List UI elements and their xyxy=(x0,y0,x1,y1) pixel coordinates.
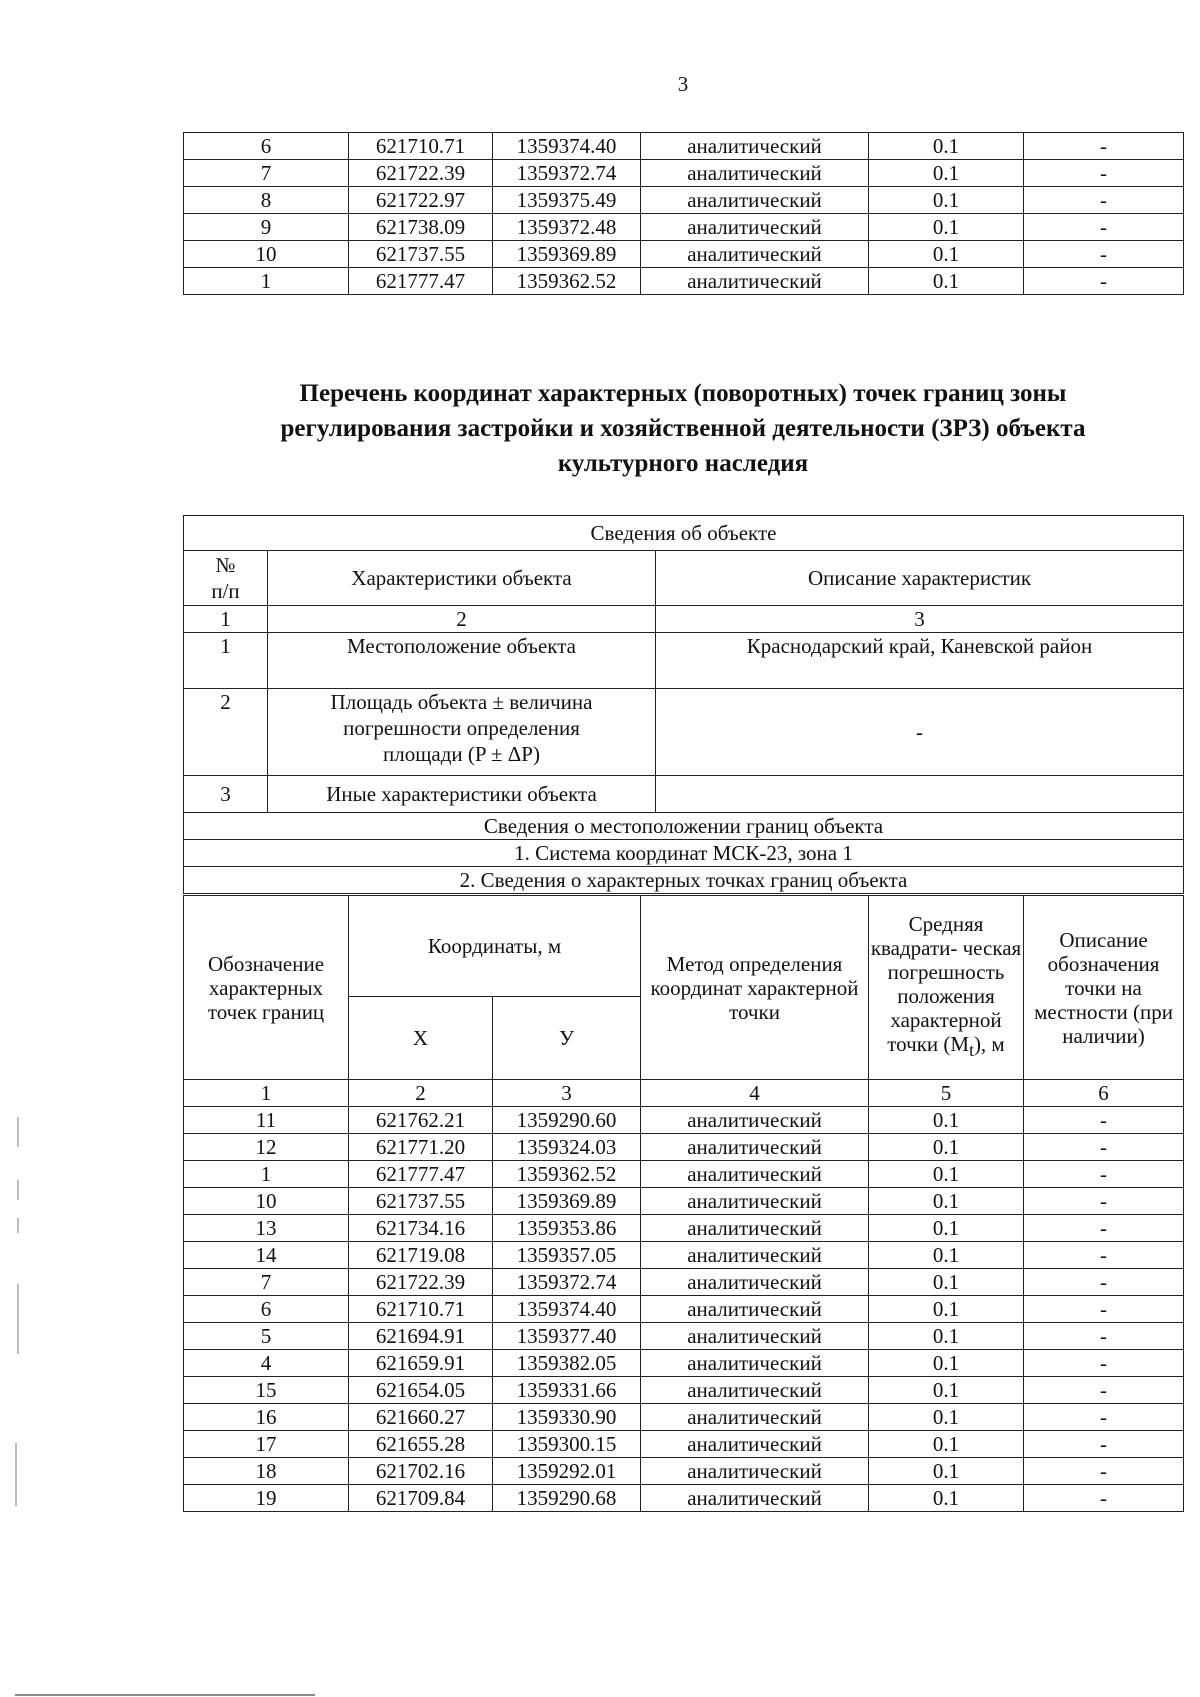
coord-y: 1359382.05 xyxy=(493,1350,641,1377)
numbering-cell: 1 xyxy=(184,1080,349,1107)
coord-y: 1359372.48 xyxy=(493,214,641,241)
description: - xyxy=(1024,1269,1184,1296)
method: аналитический xyxy=(641,1188,869,1215)
table-row xyxy=(184,1323,1184,1350)
scan-artifact xyxy=(17,1117,19,1147)
coord-x: 621762.21 xyxy=(349,1107,493,1134)
description: - xyxy=(1024,1458,1184,1485)
method: аналитический xyxy=(641,1485,869,1512)
error: 0.1 xyxy=(869,1485,1024,1512)
method: аналитический xyxy=(641,1404,869,1431)
point-number: 19 xyxy=(184,1485,349,1512)
method: аналитический xyxy=(641,1242,869,1269)
header-number-line1: № xyxy=(215,553,236,577)
method: аналитический xyxy=(641,1296,869,1323)
row-number: 1 xyxy=(184,633,268,689)
header-coordinates: Координаты, м xyxy=(349,896,641,997)
table-row xyxy=(184,214,1184,241)
method: аналитический xyxy=(641,187,869,214)
table-row xyxy=(184,1350,1184,1377)
error: 0.1 xyxy=(869,1431,1024,1458)
point-number: 10 xyxy=(184,1188,349,1215)
coord-y: 1359372.74 xyxy=(493,160,641,187)
row-value: Краснодарский край, Каневской район xyxy=(656,633,1184,689)
coord-y: 1359331.66 xyxy=(493,1377,641,1404)
header-number-line2: п/п xyxy=(211,579,240,603)
coord-x: 621709.84 xyxy=(349,1485,493,1512)
point-number: 18 xyxy=(184,1458,349,1485)
table-row xyxy=(184,268,1184,295)
coord-y: 1359292.01 xyxy=(493,1458,641,1485)
row-number: 2 xyxy=(184,689,268,776)
row-value: - xyxy=(656,689,1184,776)
coord-y: 1359290.60 xyxy=(493,1107,641,1134)
row-value xyxy=(656,776,1184,813)
method: аналитический xyxy=(641,1431,869,1458)
coord-x: 621694.91 xyxy=(349,1323,493,1350)
coord-x: 621722.39 xyxy=(349,160,493,187)
coord-x: 621777.47 xyxy=(349,268,493,295)
table-row xyxy=(184,1404,1184,1431)
error: 0.1 xyxy=(869,214,1024,241)
method: аналитический xyxy=(641,1161,869,1188)
description: - xyxy=(1024,1404,1184,1431)
object-row xyxy=(184,633,1184,689)
error: 0.1 xyxy=(869,187,1024,214)
method: аналитический xyxy=(641,1350,869,1377)
coord-y: 1359353.86 xyxy=(493,1215,641,1242)
coord-x: 621771.20 xyxy=(349,1134,493,1161)
description: - xyxy=(1024,1134,1184,1161)
description: - xyxy=(1024,1350,1184,1377)
table-row xyxy=(184,1458,1184,1485)
error: 0.1 xyxy=(869,1377,1024,1404)
point-number: 14 xyxy=(184,1242,349,1269)
coord-x: 621737.55 xyxy=(349,241,493,268)
point-number: 6 xyxy=(184,133,349,160)
object-row xyxy=(184,776,1184,813)
point-number: 4 xyxy=(184,1350,349,1377)
table-row xyxy=(184,1188,1184,1215)
error: 0.1 xyxy=(869,241,1024,268)
coord-y: 1359372.74 xyxy=(493,1269,641,1296)
numbering-cell: 2 xyxy=(268,606,656,633)
row-number: 3 xyxy=(184,776,268,813)
coord-x: 621710.71 xyxy=(349,1296,493,1323)
coord-x: 621659.91 xyxy=(349,1350,493,1377)
description: - xyxy=(1024,268,1184,295)
coord-x: 621710.71 xyxy=(349,133,493,160)
coord-y: 1359375.49 xyxy=(493,187,641,214)
method: аналитический xyxy=(641,1269,869,1296)
coord-y: 1359290.68 xyxy=(493,1485,641,1512)
coord-y: 1359374.40 xyxy=(493,133,641,160)
error: 0.1 xyxy=(869,1458,1024,1485)
header-error-tail: ), м xyxy=(973,1032,1005,1057)
scan-artifact xyxy=(17,1218,19,1233)
header-description: Описание обозначения точки на местности (при наличии) xyxy=(1024,896,1184,1080)
point-number: 13 xyxy=(184,1215,349,1242)
description: - xyxy=(1024,1242,1184,1269)
point-number: 7 xyxy=(184,160,349,187)
description: - xyxy=(1024,241,1184,268)
method: аналитический xyxy=(641,160,869,187)
object-info-caption: Сведения об объекте xyxy=(184,516,1184,551)
error: 0.1 xyxy=(869,133,1024,160)
scan-artifact xyxy=(17,1180,19,1200)
numbering-cell: 5 xyxy=(869,1080,1024,1107)
error: 0.1 xyxy=(869,1161,1024,1188)
coord-y: 1359357.05 xyxy=(493,1242,641,1269)
error: 0.1 xyxy=(869,1188,1024,1215)
description: - xyxy=(1024,1107,1184,1134)
table-row xyxy=(184,1485,1184,1512)
numbering-row xyxy=(184,1080,1184,1107)
points-table xyxy=(183,895,1184,1512)
coord-y: 1359362.52 xyxy=(493,268,641,295)
coord-x: 621660.27 xyxy=(349,1404,493,1431)
header-error-text: Средняя квадрати- ческая погрешность положения характерной точки (M xyxy=(870,912,1022,1057)
title-line-1: Перечень координат характерных (поворотных) точек границ зоны xyxy=(299,380,1067,407)
row-name: Иные характеристики объекта xyxy=(268,776,656,813)
description: - xyxy=(1024,1485,1184,1512)
error: 0.1 xyxy=(869,268,1024,295)
coord-x: 621654.05 xyxy=(349,1377,493,1404)
coord-x: 621655.28 xyxy=(349,1431,493,1458)
numbering-cell: 4 xyxy=(641,1080,869,1107)
numbering-cell: 6 xyxy=(1024,1080,1184,1107)
point-number: 1 xyxy=(184,268,349,295)
object-info-table xyxy=(183,515,1184,894)
coord-x: 621777.47 xyxy=(349,1161,493,1188)
error: 0.1 xyxy=(869,1215,1024,1242)
point-number: 12 xyxy=(184,1134,349,1161)
table-row xyxy=(184,1431,1184,1458)
coord-y: 1359324.03 xyxy=(493,1134,641,1161)
table-row xyxy=(184,133,1184,160)
row-name-line: погрешности определения xyxy=(343,716,580,740)
error: 0.1 xyxy=(869,160,1024,187)
description: - xyxy=(1024,1215,1184,1242)
error: 0.1 xyxy=(869,1107,1024,1134)
point-number: 11 xyxy=(184,1107,349,1134)
row-name-line: Площадь объекта ± величина xyxy=(330,690,593,714)
coord-x: 621734.16 xyxy=(349,1215,493,1242)
table-row xyxy=(184,1242,1184,1269)
table-row xyxy=(184,1134,1184,1161)
object-row xyxy=(184,689,1184,776)
description: - xyxy=(1024,1323,1184,1350)
coord-x: 621702.16 xyxy=(349,1458,493,1485)
numbering-cell: 1 xyxy=(184,606,268,633)
table-row xyxy=(184,1107,1184,1134)
coord-y: 1359374.40 xyxy=(493,1296,641,1323)
header-description: Описание характеристик xyxy=(656,551,1184,606)
error: 0.1 xyxy=(869,1269,1024,1296)
location-caption: Сведения о местоположении границ объекта xyxy=(184,813,1184,840)
description: - xyxy=(1024,1188,1184,1215)
coord-y: 1359369.89 xyxy=(493,1188,641,1215)
error: 0.1 xyxy=(869,1242,1024,1269)
method: аналитический xyxy=(641,214,869,241)
header-characteristics: Характеристики объекта xyxy=(268,551,656,606)
table-row xyxy=(184,187,1184,214)
header-y: У xyxy=(493,997,641,1080)
error: 0.1 xyxy=(869,1323,1024,1350)
coordinate-system: 1. Система координат МСК-23, зона 1 xyxy=(184,840,1184,867)
error: 0.1 xyxy=(869,1296,1024,1323)
method: аналитический xyxy=(641,1458,869,1485)
point-number: 5 xyxy=(184,1323,349,1350)
error: 0.1 xyxy=(869,1134,1024,1161)
document-title xyxy=(183,376,1183,481)
point-number: 10 xyxy=(184,241,349,268)
header-x: X xyxy=(349,997,493,1080)
description: - xyxy=(1024,1377,1184,1404)
points-caption: 2. Сведения о характерных точках границ объекта xyxy=(184,867,1184,894)
method: аналитический xyxy=(641,1215,869,1242)
coord-y: 1359300.15 xyxy=(493,1431,641,1458)
row-name xyxy=(268,689,656,776)
description: - xyxy=(1024,133,1184,160)
header-number xyxy=(184,551,268,606)
coord-y: 1359377.40 xyxy=(493,1323,641,1350)
page-number: 3 xyxy=(677,72,689,96)
header-error xyxy=(869,896,1024,1080)
coord-y: 1359369.89 xyxy=(493,241,641,268)
scan-artifact xyxy=(17,1284,19,1354)
header-method: Метод определения координат характерной точки xyxy=(641,896,869,1080)
method: аналитический xyxy=(641,241,869,268)
point-number: 15 xyxy=(184,1377,349,1404)
coord-x: 621722.97 xyxy=(349,187,493,214)
header-error-sub: t xyxy=(969,1040,974,1061)
row-name: Местоположение объекта xyxy=(268,633,656,689)
method: аналитический xyxy=(641,133,869,160)
numbering-cell: 3 xyxy=(656,606,1184,633)
title-line-3: культурного наследия xyxy=(557,450,809,477)
error: 0.1 xyxy=(869,1350,1024,1377)
point-number: 6 xyxy=(184,1296,349,1323)
coord-x: 621737.55 xyxy=(349,1188,493,1215)
coord-x: 621719.08 xyxy=(349,1242,493,1269)
point-number: 7 xyxy=(184,1269,349,1296)
row-name-line: площади (P ± ΔP) xyxy=(383,742,540,766)
method: аналитический xyxy=(641,1134,869,1161)
description: - xyxy=(1024,214,1184,241)
coord-x: 621722.39 xyxy=(349,1269,493,1296)
coord-y: 1359362.52 xyxy=(493,1161,641,1188)
description: - xyxy=(1024,160,1184,187)
description: - xyxy=(1024,187,1184,214)
point-number: 17 xyxy=(184,1431,349,1458)
scan-artifact xyxy=(15,1443,17,1506)
coord-x: 621738.09 xyxy=(349,214,493,241)
page-bottom-line xyxy=(15,1694,315,1696)
table-row xyxy=(184,1296,1184,1323)
method: аналитический xyxy=(641,1323,869,1350)
error: 0.1 xyxy=(869,1404,1024,1431)
point-number: 8 xyxy=(184,187,349,214)
method: аналитический xyxy=(641,1107,869,1134)
table-row xyxy=(184,1215,1184,1242)
point-number: 1 xyxy=(184,1161,349,1188)
description: - xyxy=(1024,1431,1184,1458)
description: - xyxy=(1024,1161,1184,1188)
numbering-cell: 2 xyxy=(349,1080,493,1107)
numbering-cell: 3 xyxy=(493,1080,641,1107)
method: аналитический xyxy=(641,1377,869,1404)
method: аналитический xyxy=(641,268,869,295)
table-row xyxy=(184,160,1184,187)
header-designation: Обозначение характерных точек границ xyxy=(184,896,349,1080)
continuation-coordinates-table xyxy=(183,132,1184,295)
table-row xyxy=(184,1269,1184,1296)
point-number: 9 xyxy=(184,214,349,241)
title-line-2: регулирования застройки и хозяйственной деятельности (ЗРЗ) объекта xyxy=(280,415,1086,442)
table-row xyxy=(184,1377,1184,1404)
point-number: 16 xyxy=(184,1404,349,1431)
table-row xyxy=(184,241,1184,268)
description: - xyxy=(1024,1296,1184,1323)
coord-y: 1359330.90 xyxy=(493,1404,641,1431)
table-row xyxy=(184,1161,1184,1188)
